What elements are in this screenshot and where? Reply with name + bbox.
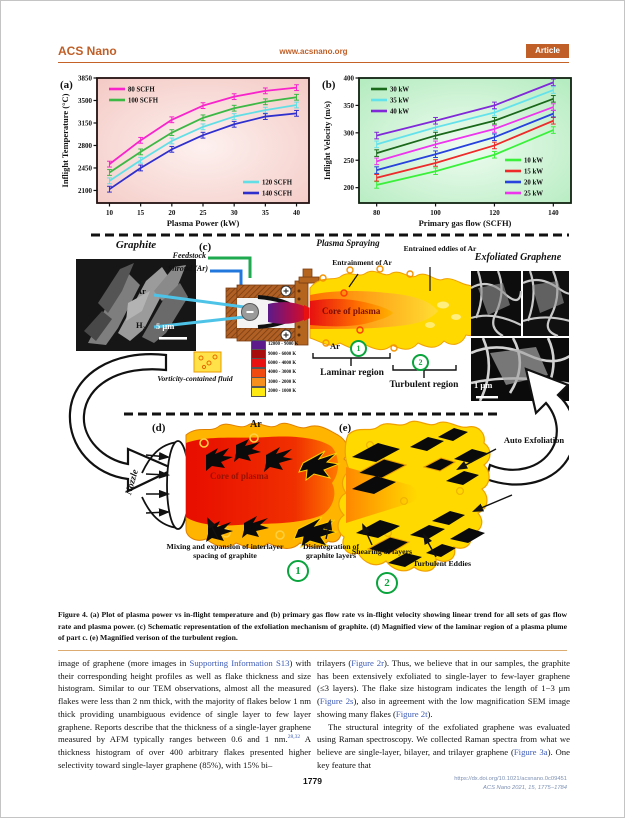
temp-legend-label: 6000 - 4000 K xyxy=(268,360,297,366)
chart-plasma-power-temperature xyxy=(59,72,317,229)
text-link[interactable]: Figure 2s xyxy=(319,696,354,707)
temperature-legend xyxy=(251,340,299,396)
body-column-left xyxy=(58,657,311,771)
panel-c-label: (c) xyxy=(199,241,212,253)
temp-legend-row xyxy=(251,359,299,368)
turbulent-eddies-label: Turbulent Eddies xyxy=(413,559,471,568)
region-2-badge: 2 xyxy=(412,354,429,371)
svg-text:2100: 2100 xyxy=(78,187,92,196)
nozzle-label: Nozzle xyxy=(124,468,141,497)
nozzle-outline xyxy=(142,441,189,529)
svg-text:100 SCFH: 100 SCFH xyxy=(128,97,159,105)
svg-text:Primary gas flow (SCFH): Primary gas flow (SCFH) xyxy=(418,218,512,228)
laminar-flame xyxy=(186,423,351,548)
svg-text:30 kW: 30 kW xyxy=(390,86,410,94)
laminar-region-label: Laminar region xyxy=(320,368,384,378)
ar-label-d: Ar xyxy=(250,419,262,430)
figure-4-schematic xyxy=(58,233,569,609)
temp-legend-row xyxy=(251,378,299,387)
ar-region-label: Ar xyxy=(330,341,340,351)
doi-link[interactable]: https://dx.doi.org/10.1021/acsnano.0c09451 xyxy=(454,776,567,782)
exfoliated-scale-label: 1 μm xyxy=(474,380,493,390)
citation-text: ACS Nano 2021, 15, 1775−1784 xyxy=(483,784,567,791)
temp-legend-row xyxy=(251,368,299,377)
text-link[interactable]: Figure 3a xyxy=(513,746,548,757)
text-link[interactable]: Figure 2t xyxy=(395,708,428,719)
paragraph: trilayers (Figure 2r). Thus, we believe that in our samples, the graphite has been extensively exfoliated to single-layer to few-layer graphene (≤3 layers). The flake size histogram indicates the length of 1−3 μm (Figure 2s), also in agreement with the low magnification SEM image showing many flakes (Figure 2t). xyxy=(317,658,571,719)
svg-text:(b): (b) xyxy=(322,79,336,91)
temp-legend-label: 2000 - 1000 K xyxy=(268,389,297,395)
step-1-badge: 1 xyxy=(287,560,309,582)
svg-text:80: 80 xyxy=(373,209,381,217)
core-of-plasma-label-d: Core of plasma xyxy=(210,471,269,481)
svg-text:140: 140 xyxy=(548,209,559,217)
svg-text:120 SCFH: 120 SCFH xyxy=(262,179,293,187)
entrainment-label: Entrainment of Ar xyxy=(332,258,392,267)
svg-text:15 kW: 15 kW xyxy=(524,168,544,176)
paragraph: The structural integrity of the exfoliated graphene was evaluated using Raman spectroscopy. We collected Raman spectra from what we believe are single-layer, bilayer, and trilayer graphene (Figure 3a). One key feature that xyxy=(317,721,570,770)
laminar-brace xyxy=(313,353,390,366)
plasma-spraying-title: Plasma Spraying xyxy=(316,238,380,248)
vorticity-swatch xyxy=(194,352,221,372)
temp-legend-label: 12000 - 9000 K xyxy=(268,342,299,348)
svg-text:20: 20 xyxy=(168,209,176,217)
svg-text:400: 400 xyxy=(343,74,354,83)
temp-legend-row xyxy=(251,340,299,349)
page-number: 1779 xyxy=(303,776,322,786)
text-link[interactable]: Supporting Information S13 xyxy=(189,658,290,668)
turbulent-region-label: Turbulent region xyxy=(389,380,459,390)
temp-legend-label: 9000 - 6000 K xyxy=(268,351,297,357)
h2-label-c: H₂ xyxy=(136,320,146,330)
journal-url-link[interactable]: www.acsnano.org xyxy=(279,47,348,56)
temp-legend-label: 4000 - 3000 K xyxy=(268,370,297,376)
svg-text:3500: 3500 xyxy=(78,97,92,106)
region-1-badge: 1 xyxy=(350,340,367,357)
svg-text:80 SCFH: 80 SCFH xyxy=(128,86,155,94)
svg-text:10 kW: 10 kW xyxy=(524,157,544,165)
svg-text:30: 30 xyxy=(230,209,238,217)
svg-text:Plasma Power (kW): Plasma Power (kW) xyxy=(166,218,240,228)
shroud-line xyxy=(210,271,241,285)
svg-text:Inflight Temperature (°C): Inflight Temperature (°C) xyxy=(60,93,70,188)
shroud-label: Shroud (Ar) xyxy=(167,264,208,273)
figure-4-caption: Figure 4. (a) Plot of plasma power vs in-flight temperature and (b) primary gas flow rate vs in-flight velocity showing linear trend for all sets of gas flow rate and plasma power. (c) Schematic representation of the exfoliation mechanism of graphite. (d) Magnified view of the laminar region of a plasma plume of part c. (e) Magnified verison of the turbulent region. xyxy=(58,610,567,643)
svg-text:2800: 2800 xyxy=(78,142,92,151)
svg-text:(a): (a) xyxy=(60,79,73,91)
svg-text:40 kW: 40 kW xyxy=(390,108,410,116)
svg-text:100: 100 xyxy=(430,209,441,217)
section-divider xyxy=(58,650,567,651)
page-header xyxy=(58,43,569,63)
graphite-scale-label: 5 μm xyxy=(156,321,175,331)
disintegration-label: Disintegration of graphite layers xyxy=(302,542,360,560)
temp-legend-swatch xyxy=(251,387,266,397)
svg-text:25: 25 xyxy=(199,209,207,217)
journal-title: ACS Nano xyxy=(58,44,117,58)
svg-text:350: 350 xyxy=(343,102,354,111)
auto-exfoliation-label: Auto Exfoliation xyxy=(503,435,565,445)
paragraph: image of graphene (more images in Supporting Information S13) with their corresponding height profiles as well as flake thickness and size histogram. Similar to our TEM observations, almost all the measured flakes were less than 2 nm thick, with the majority of flakes below 1 nm thick providing unambiguous evidence of single layer to few layer graphene. Reports describe that the thickness of a single-layer graphene measured by AFM typically ranges between 0.6 and 1 nm.$^{28,32}$ A thickness histogram of over 400 arbitrary flakes presented higher selectivity toward single-layer graphene (85%), with 15% bi– xyxy=(58,658,312,770)
temp-legend-row xyxy=(251,387,299,396)
shearing-label: Shearing of layers xyxy=(351,547,413,556)
svg-text:40: 40 xyxy=(293,209,301,217)
svg-text:250: 250 xyxy=(343,156,354,165)
feedstock-label: Feedstock xyxy=(172,251,206,260)
svg-text:10: 10 xyxy=(105,209,113,217)
svg-text:120: 120 xyxy=(489,209,500,217)
footer-citation-block xyxy=(454,775,567,792)
feedstock-line xyxy=(208,258,250,278)
svg-text:35: 35 xyxy=(261,209,269,217)
svg-text:300: 300 xyxy=(343,129,354,138)
svg-text:20 kW: 20 kW xyxy=(524,179,544,187)
entrained-eddies-label: Entrained eddies of Ar xyxy=(403,244,477,253)
article-badge: Article xyxy=(526,44,569,58)
svg-text:140 SCFH: 140 SCFH xyxy=(262,190,293,198)
text-link[interactable]: Figure 2r xyxy=(351,658,384,668)
svg-text:25 kW: 25 kW xyxy=(524,190,544,198)
svg-text:3150: 3150 xyxy=(78,119,92,128)
body-column-right xyxy=(317,657,570,771)
svg-text:15: 15 xyxy=(137,209,145,217)
core-of-plasma-label-c: Core of plasma xyxy=(322,306,381,316)
mixing-expansion-label: Mixing and expansion of interlayer spacing of graphite xyxy=(166,542,284,560)
svg-text:200: 200 xyxy=(343,184,354,193)
panel-d-label: (d) xyxy=(152,422,166,434)
vorticity-label: Vorticity-contained fluid xyxy=(157,374,233,383)
graphite-title: Graphite xyxy=(115,239,157,251)
chart-gasflow-velocity xyxy=(321,72,579,229)
ar-label-c: Ar xyxy=(136,286,146,296)
svg-text:35 kW: 35 kW xyxy=(390,97,410,105)
panel-e-label: (e) xyxy=(339,422,352,434)
svg-text:3850: 3850 xyxy=(78,74,92,83)
svg-text:Inflight Velocity (m/s): Inflight Velocity (m/s) xyxy=(322,101,332,180)
temp-legend-label: 3000 - 2000 K xyxy=(268,379,297,385)
svg-text:2450: 2450 xyxy=(78,164,92,173)
temp-legend-row xyxy=(251,349,299,358)
exfoliated-graphene-title: Exfoliated Graphene xyxy=(474,252,562,263)
step-2-badge: 2 xyxy=(376,572,398,594)
